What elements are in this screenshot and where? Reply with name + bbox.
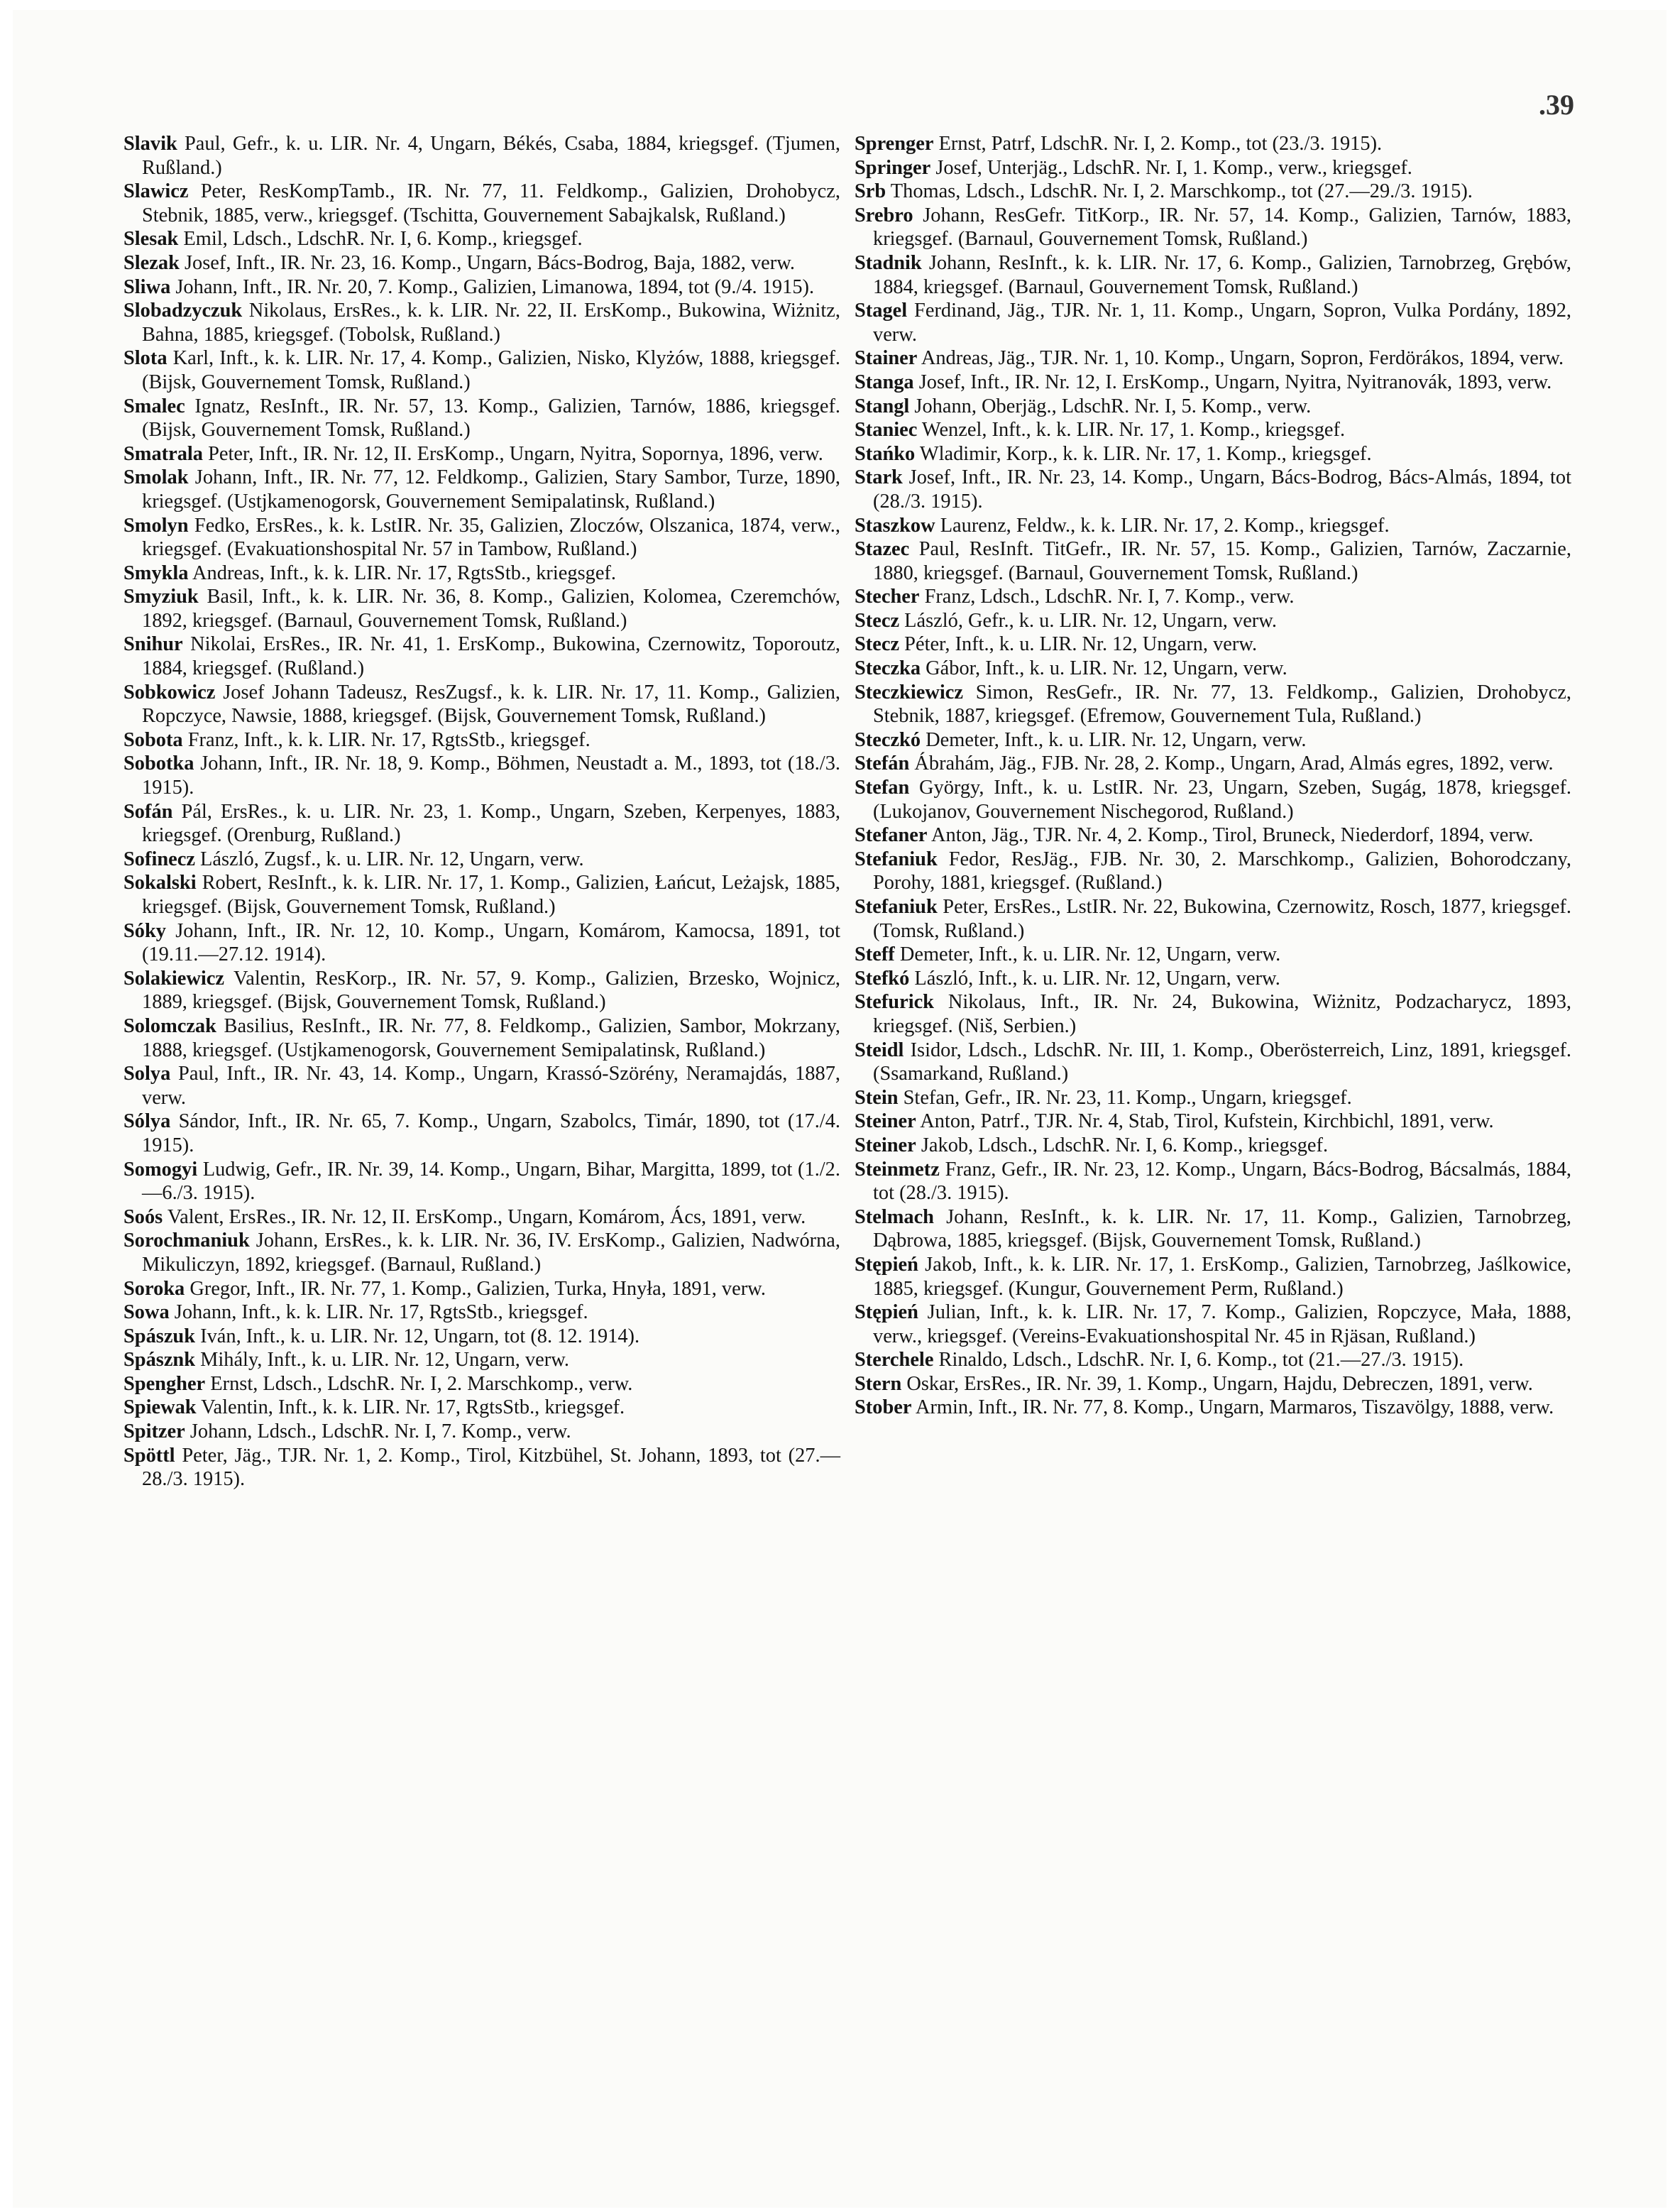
roster-entry: [123, 919, 840, 967]
roster-entry: [123, 251, 840, 275]
entry-surname: Stecz: [855, 609, 900, 632]
entry-details: Ludwig, Gefr., IR. Nr. 39, 14. Komp., Ungarn, Bihar, Margitta, 1899, tot (1./2.—6./3. 1915).: [142, 1158, 840, 1205]
entry-details: Johann, Oberjäg., LdschR. Nr. I, 5. Komp., verw.: [914, 395, 1312, 417]
roster-entry: [855, 1134, 1571, 1158]
roster-entry: [855, 371, 1571, 395]
roster-entry: [123, 633, 840, 680]
entry-surname: Stern: [855, 1372, 902, 1395]
entry-surname: Soroka: [123, 1277, 185, 1300]
left-column: [123, 132, 840, 1491]
roster-entry: [123, 442, 840, 466]
entry-details: Mihály, Inft., k. u. LIR. Nr. 12, Ungarn, verw.: [200, 1349, 569, 1371]
roster-entry: [855, 1086, 1571, 1110]
roster-entry: [123, 562, 840, 586]
roster-entry: [123, 299, 840, 346]
entry-details: Sándor, Inft., IR. Nr. 65, 7. Komp., Ungarn, Szabolcs, Timár, 1890, tot (17./4. 1915).: [142, 1110, 840, 1156]
entry-details: Johann, Ldsch., LdschR. Nr. I, 7. Komp., verw.: [190, 1420, 571, 1443]
entry-surname: Sofinecz: [123, 848, 195, 870]
roster-entry: [123, 1444, 840, 1491]
roster-entry: [855, 1372, 1571, 1396]
roster-entry: [123, 132, 840, 180]
roster-entry: [855, 1039, 1571, 1086]
entry-details: Johann, ErsRes., k. k. LIR. Nr. 36, IV. ErsKomp., Galizien, Nadwórna, Mikuliczyn, 1892, kriegsgef. (Barnaul, Rußland.): [142, 1230, 840, 1276]
entry-surname: Stefán: [855, 752, 910, 775]
entry-details: Andreas, Jäg., TJR. Nr. 1, 10. Komp., Ungarn, Sopron, Ferdörákos, 1894, verw.: [921, 347, 1564, 370]
roster-entry: [123, 1205, 840, 1230]
entry-details: Wladimir, Korp., k. k. LIR. Nr. 17, 1. Komp., kriegsgef.: [919, 442, 1372, 465]
entry-details: Johann, Inft., IR. Nr. 77, 12. Feldkomp., Galizien, Stary Sambor, Turze, 1890, kriegsgef. (Ustjkamenogorsk, Gouvernement Semipalatinsk, Rußland.): [142, 466, 840, 513]
roster-entry: [855, 204, 1571, 251]
entry-details: László, Inft., k. u. LIR. Nr. 12, Ungarn, verw.: [914, 967, 1280, 990]
entry-details: Anton, Patrf., TJR. Nr. 4, Stab, Tirol, Kufstein, Kirchbichl, 1891, verw.: [920, 1110, 1494, 1133]
entry-surname: Sokalski: [123, 872, 197, 894]
roster-entry: [855, 346, 1571, 371]
roster-entry: [123, 1420, 840, 1444]
entry-surname: Sofán: [123, 800, 173, 823]
roster-entry: [855, 537, 1571, 585]
right-column: [855, 132, 1571, 1420]
roster-entry: [123, 1062, 840, 1110]
entry-details: Robert, ResInft., k. k. LIR. Nr. 17, 1. Komp., Galizien, Łańcut, Leżajsk, 1885, kriegsgef. (Bijsk, Gouvernement Tomsk, Rußland.): [142, 872, 840, 918]
entry-surname: Smalec: [123, 395, 185, 417]
roster-entry: [855, 776, 1571, 823]
roster-entry: [123, 1372, 840, 1396]
entry-surname: Steczkiewicz: [855, 681, 963, 703]
roster-entry: [123, 1301, 840, 1325]
entry-details: Armin, Inft., IR. Nr. 77, 8. Komp., Ungarn, Marmaros, Tiszavölgy, 1888, verw.: [915, 1396, 1554, 1419]
entry-details: Josef, Unterjäg., LdschR. Nr. I, 1. Komp., verw., kriegsgef.: [935, 156, 1412, 179]
entry-details: Isidor, Ldsch., LdschR. Nr. III, 1. Komp., Oberösterreich, Linz, 1891, kriegsgef. (Ssamarkand, Rußland.): [873, 1039, 1571, 1085]
roster-entry: [855, 442, 1571, 466]
entry-surname: Staniec: [855, 419, 918, 442]
entry-details: Johann, Inft., k. k. LIR. Nr. 17, RgtsStb., kriegsgef.: [174, 1301, 588, 1324]
entry-surname: Spitzer: [123, 1420, 185, 1443]
entry-surname: Stefaniuk: [855, 848, 938, 870]
roster-entry: [123, 585, 840, 633]
entry-details: Emil, Ldsch., LdschR. Nr. I, 6. Komp., kriegsgef.: [183, 228, 583, 251]
roster-entry: [855, 681, 1571, 728]
entry-surname: Stangl: [855, 395, 910, 417]
entry-details: Josef, Inft., IR. Nr. 23, 14. Komp., Ungarn, Bács-Bodrog, Bács-Almás, 1894, tot (28./3. 1915).: [873, 466, 1571, 513]
entry-details: Valent, ErsRes., IR. Nr. 12, II. ErsKomp., Ungarn, Komárom, Ács, 1891, verw.: [167, 1205, 806, 1228]
entry-surname: Solya: [123, 1063, 171, 1085]
entry-details: Wenzel, Inft., k. k. LIR. Nr. 17, 1. Komp., kriegsgef.: [921, 419, 1346, 442]
roster-entry: [855, 1110, 1571, 1134]
entry-surname: Stein: [855, 1086, 899, 1109]
entry-surname: Stańko: [855, 442, 916, 465]
roster-entry: [855, 1348, 1571, 1372]
entry-details: Paul, ResInft. TitGefr., IR. Nr. 57, 15. Komp., Galizien, Tarnów, Zaczarnie, 1880, kriegsgef. (Barnaul, Gouvernement Tomsk, Rußland.): [873, 538, 1572, 584]
entry-details: Karl, Inft., k. k. LIR. Nr. 17, 4. Komp., Galizien, Nisko, Klyżów, 1888, kriegsgef. (Bijsk, Gouvernement Tomsk, Rußland.): [142, 347, 840, 393]
entry-surname: Staszkow: [855, 514, 935, 537]
entry-surname: Steczkó: [855, 728, 921, 751]
entry-surname: Sobkowicz: [123, 681, 216, 703]
roster-entry: [123, 395, 840, 442]
entry-surname: Srebro: [855, 204, 913, 226]
entry-surname: Somogyi: [123, 1158, 198, 1181]
entry-surname: Stępień: [855, 1253, 918, 1276]
entry-details: Ernst, Ldsch., LdschR. Nr. I, 2. Marschkomp., verw.: [210, 1372, 633, 1395]
roster-entry: [855, 514, 1571, 538]
roster-entry: [123, 967, 840, 1014]
entry-details: Stefan, Gefr., IR. Nr. 23, 11. Komp., Ungarn, kriegsgef.: [903, 1086, 1352, 1109]
roster-entry: [855, 657, 1571, 681]
entry-details: Johann, ResGefr. TitKorp., IR. Nr. 57, 14. Komp., Galizien, Tarnów, 1883, kriegsgef. (Barnaul, Gouvernement Tomsk, Rußland.): [873, 204, 1571, 251]
entry-details: Josef Johann Tadeusz, ResZugsf., k. k. LIR. Nr. 17, 11. Komp., Galizien, Ropczyce, Nawsie, 1888, kriegsgef. (Bijsk, Gouvernement Tomsk, Rußland.): [142, 681, 840, 728]
entry-details: Ernst, Patrf, LdschR. Nr. I, 2. Komp., tot (23./3. 1915).: [938, 133, 1383, 155]
entry-surname: Sobotka: [123, 752, 194, 775]
entry-details: Peter, Inft., IR. Nr. 12, II. ErsKomp., Ungarn, Nyitra, Sopornya, 1896, verw.: [208, 442, 823, 465]
page-number: .39: [1539, 89, 1574, 121]
roster-entry: [855, 395, 1571, 419]
entry-surname: Smyziuk: [123, 586, 199, 608]
entry-surname: Stagel: [855, 300, 908, 322]
entry-details: Johann, Inft., IR. Nr. 12, 10. Komp., Ungarn, Komárom, Kamocsa, 1891, tot (19.11.—27.12. 1914).: [142, 919, 840, 966]
roster-entry: [855, 156, 1571, 180]
entry-details: Johann, ResInft., k. k. LIR. Nr. 17, 11. Komp., Galizien, Tarnobrzeg, Dąbrowa, 1885, kriegsgef. (Bijsk, Gouvernement Tomsk, Rußland.): [873, 1205, 1571, 1252]
entry-surname: Slota: [123, 347, 168, 370]
roster-entry: [855, 752, 1571, 776]
roster-entry: [855, 895, 1571, 943]
entry-surname: Springer: [855, 156, 931, 179]
entry-details: Anton, Jäg., TJR. Nr. 4, 2. Komp., Tirol, Bruneck, Niederdorf, 1894, verw.: [931, 824, 1534, 847]
roster-entry: [123, 800, 840, 848]
entry-surname: Steidl: [855, 1039, 904, 1061]
roster-entry: [123, 681, 840, 728]
entry-surname: Soós: [123, 1205, 163, 1228]
roster-entry: [855, 418, 1571, 442]
entry-details: Jakob, Ldsch., LdschR. Nr. I, 6. Komp., kriegsgef.: [921, 1134, 1329, 1156]
entry-surname: Slesak: [123, 228, 179, 251]
entry-details: Oskar, ErsRes., IR. Nr. 39, 1. Komp., Ungarn, Hajdu, Debreczen, 1891, verw.: [906, 1372, 1533, 1395]
entry-surname: Stępień: [855, 1301, 918, 1324]
entry-details: Valentin, Inft., k. k. LIR. Nr. 17, RgtsStb., kriegsgef.: [201, 1396, 625, 1419]
entry-details: Demeter, Inft., k. u. LIR. Nr. 12, Ungarn, verw.: [926, 728, 1307, 751]
entry-surname: Slavik: [123, 133, 177, 155]
roster-entry: [123, 848, 840, 872]
entry-details: Gábor, Inft., k. u. LIR. Nr. 12, Ungarn, verw.: [926, 657, 1287, 680]
entry-details: Fedko, ErsRes., k. k. LstIR. Nr. 35, Galizien, Zloczów, Olszanica, 1874, verw., kriegsgef. (Evakuationshospital Nr. 57 in Tambow, Rußland.): [142, 514, 840, 561]
entry-details: Ábrahám, Jäg., FJB. Nr. 28, 2. Komp., Ungarn, Arad, Almás egres, 1892, verw.: [914, 752, 1554, 775]
entry-surname: Snihur: [123, 633, 183, 656]
entry-surname: Stadnik: [855, 251, 922, 274]
entry-surname: Steczka: [855, 657, 921, 680]
entry-surname: Stober: [855, 1396, 912, 1419]
roster-entry: [855, 180, 1571, 204]
entry-surname: Stainer: [855, 347, 918, 370]
entry-surname: Steiner: [855, 1110, 916, 1133]
entry-details: Johann, Inft., IR. Nr. 18, 9. Komp., Böhmen, Neustadt a. M., 1893, tot (18./3. 1915).: [142, 752, 840, 799]
roster-entry: [123, 227, 840, 251]
entry-surname: Sterchele: [855, 1349, 934, 1371]
entry-details: Julian, Inft., k. k. LIR. Nr. 17, 7. Komp., Galizien, Ropczyce, Mała, 1888, verw., kriegsgef. (Vereins-Evakuationshospital Nr. 45 in Rjäsan, Rußland.): [873, 1301, 1571, 1347]
entry-surname: Steiner: [855, 1134, 916, 1156]
entry-details: Andreas, Inft., k. k. LIR. Nr. 17, RgtsStb., kriegsgef.: [192, 562, 616, 584]
entry-details: Nikolaus, ErsRes., k. k. LIR. Nr. 22, II. ErsKomp., Bukowina, Wiżnitz, Bahna, 1885, kriegsgef. (Tobolsk, Rußland.): [142, 300, 840, 346]
entry-details: Demeter, Inft., k. u. LIR. Nr. 12, Ungarn, verw.: [899, 943, 1281, 966]
entry-surname: Sorochmaniuk: [123, 1230, 250, 1252]
entry-details: Basilius, ResInft., IR. Nr. 77, 8. Feldkomp., Galizien, Sambor, Mokrzany, 1888, kriegsgef. (Ustjkamenogorsk, Gouvernement Semipalatinsk, Rußland.): [142, 1014, 840, 1061]
roster-entry: [123, 871, 840, 919]
entry-details: Johann, ResInft., k. k. LIR. Nr. 17, 6. Komp., Galizien, Tarnobrzeg, Grębów, 1884, kriegsgef. (Barnaul, Gouvernement Tomsk, Rußland.): [873, 251, 1571, 298]
entry-surname: Stark: [855, 466, 903, 489]
entry-surname: Steff: [855, 943, 895, 966]
roster-entry: [123, 1396, 840, 1420]
entry-surname: Steinmetz: [855, 1158, 940, 1181]
entry-details: Peter, ResKompTamb., IR. Nr. 77, 11. Feldkomp., Galizien, Drohobycz, Stebnik, 1885, verw., kriegsgef. (Tschitta, Gouvernement Sabajkalsk, Rußland.): [142, 180, 840, 226]
roster-entry: [123, 752, 840, 799]
entry-surname: Spengher: [123, 1372, 206, 1395]
roster-entry: [123, 1277, 840, 1301]
entry-surname: Smatrala: [123, 442, 203, 465]
entry-surname: Stefaniuk: [855, 896, 938, 918]
entry-surname: Srb: [855, 180, 886, 203]
entry-details: Johann, Inft., IR. Nr. 20, 7. Komp., Galizien, Limanowa, 1894, tot (9./4. 1915).: [175, 275, 815, 298]
entry-details: Fedor, ResJäg., FJB. Nr. 30, 2. Marschkomp., Galizien, Bohorodczany, Porohy, 1881, kriegsgef. (Rußland.): [873, 848, 1571, 894]
entry-surname: Sliwa: [123, 275, 171, 298]
entry-details: Peter, ErsRes., LstIR. Nr. 22, Bukowina, Czernowitz, Rosch, 1877, kriegsgef. (Tomsk, Rußland.): [873, 896, 1571, 942]
entry-surname: Spöttl: [123, 1444, 175, 1467]
entry-surname: Sobota: [123, 728, 183, 751]
roster-entry: [123, 466, 840, 513]
entry-details: Franz, Gefr., IR. Nr. 23, 12. Komp., Ungarn, Bács-Bodrog, Bácsalmás, 1884, tot (28./3. 1915).: [873, 1158, 1571, 1205]
entry-details: Paul, Gefr., k. u. LIR. Nr. 4, Ungarn, Békés, Csaba, 1884, kriegsgef. (Tjumen, Rußland.): [142, 133, 840, 179]
entry-surname: Slawicz: [123, 180, 189, 203]
entry-surname: Spászuk: [123, 1325, 196, 1347]
entry-surname: Spiewak: [123, 1396, 197, 1419]
entry-surname: Spásznk: [123, 1349, 196, 1371]
entry-surname: Sólya: [123, 1110, 171, 1133]
entry-details: Josef, Inft., IR. Nr. 12, I. ErsKomp., Ungarn, Nyitra, Nyitranovák, 1893, verw.: [918, 371, 1552, 393]
entry-surname: Stefkó: [855, 967, 910, 990]
entry-surname: Stefaner: [855, 824, 928, 847]
roster-entry: [855, 251, 1571, 299]
roster-entry: [123, 1325, 840, 1349]
entry-surname: Smolak: [123, 466, 189, 489]
entry-details: Simon, ResGefr., IR. Nr. 77, 13. Feldkomp., Galizien, Drohobycz, Stebnik, 1887, kriegsgef. (Efremow, Gouvernement Tula, Rußland.): [873, 681, 1571, 728]
roster-entry: [855, 633, 1571, 657]
roster-entry: [855, 848, 1571, 895]
roster-entry: [123, 728, 840, 752]
entry-details: Ignatz, ResInft., IR. Nr. 57, 13. Komp., Galizien, Tarnów, 1886, kriegsgef. (Bijsk, Gouvernement Tomsk, Rußland.): [142, 395, 840, 442]
entry-surname: Sóky: [123, 919, 166, 942]
entry-details: Nikolaus, Inft., IR. Nr. 24, Bukowina, Wiżnitz, Podzacharycz, 1893, kriegsgef. (Niš, Serbien.): [873, 991, 1572, 1037]
entry-surname: Smykla: [123, 562, 189, 584]
entry-surname: Solomczak: [123, 1014, 216, 1037]
roster-entry: [855, 132, 1571, 156]
entry-details: Peter, Jäg., TJR. Nr. 1, 2. Komp., Tirol, Kitzbühel, St. Johann, 1893, tot (27.—28./3. 1915).: [142, 1444, 840, 1491]
entry-surname: Sowa: [123, 1301, 170, 1324]
entry-details: László, Zugsf., k. u. LIR. Nr. 12, Ungarn, verw.: [200, 848, 584, 870]
roster-entry: [855, 1205, 1571, 1253]
entry-surname: Solakiewicz: [123, 967, 224, 990]
roster-entry: [123, 1110, 840, 1157]
entry-details: Iván, Inft., k. u. LIR. Nr. 12, Ungarn, tot (8. 12. 1914).: [200, 1325, 640, 1347]
entry-surname: Stecher: [855, 586, 920, 608]
roster-entry: [123, 514, 840, 562]
entry-details: Rinaldo, Ldsch., LdschR. Nr. I, 6. Komp., tot (21.—27./3. 1915).: [938, 1349, 1464, 1371]
entry-details: Péter, Inft., k. u. LIR. Nr. 12, Ungarn, verw.: [904, 633, 1258, 656]
entry-surname: Slobadzyczuk: [123, 300, 243, 322]
roster-entry: [855, 299, 1571, 346]
roster-entry: [123, 1158, 840, 1205]
roster-entry: [855, 1158, 1571, 1205]
roster-entry: [855, 585, 1571, 609]
roster-entry: [855, 1301, 1571, 1348]
entry-surname: Sprenger: [855, 133, 934, 155]
roster-entry: [855, 1253, 1571, 1301]
entry-details: Nikolai, ErsRes., IR. Nr. 41, 1. ErsKomp., Bukowina, Czernowitz, Toporoutz, 1884, kriegsgef. (Rußland.): [142, 633, 840, 680]
roster-entry: [855, 943, 1571, 967]
entry-details: Thomas, Ldsch., LdschR. Nr. I, 2. Marschkomp., tot (27.—29./3. 1915).: [890, 180, 1473, 203]
entry-surname: Stelmach: [855, 1205, 934, 1228]
entry-details: Franz, Ldsch., LdschR. Nr. I, 7. Komp., verw.: [924, 586, 1295, 608]
roster-entry: [123, 346, 840, 394]
entry-details: Franz, Inft., k. k. LIR. Nr. 17, RgtsStb., kriegsgef.: [187, 728, 591, 751]
entry-details: Ferdinand, Jäg., TJR. Nr. 1, 11. Komp., Ungarn, Sopron, Vulka Pordány, 1892, verw.: [873, 300, 1571, 346]
roster-entry: [123, 275, 840, 300]
entry-details: Pál, ErsRes., k. u. LIR. Nr. 23, 1. Komp., Ungarn, Szeben, Kerpenyes, 1883, kriegsgef. (Orenburg, Rußland.): [142, 800, 840, 847]
entry-details: Gregor, Inft., IR. Nr. 77, 1. Komp., Galizien, Turka, Hnyła, 1891, verw.: [190, 1277, 766, 1300]
entry-details: Valentin, ResKorp., IR. Nr. 57, 9. Komp., Galizien, Brzesko, Wojnicz, 1889, kriegsgef. (Bijsk, Gouvernement Tomsk, Rußland.): [142, 967, 840, 1014]
entry-surname: Slezak: [123, 251, 180, 274]
entry-surname: Stefan: [855, 777, 910, 799]
entry-surname: Stanga: [855, 371, 914, 393]
roster-entry: [855, 1396, 1571, 1420]
entry-details: László, Gefr., k. u. LIR. Nr. 12, Ungarn, verw.: [904, 609, 1278, 632]
roster-entry: [123, 180, 840, 227]
entry-details: Paul, Inft., IR. Nr. 43, 14. Komp., Ungarn, Krassó-Szörény, Neramajdás, 1887, verw.: [142, 1063, 840, 1109]
roster-entry: [855, 466, 1571, 513]
document-page: [13, 10, 1666, 2208]
entry-surname: Stefurick: [855, 991, 934, 1014]
entry-details: György, Inft., k. u. LstIR. Nr. 23, Ungarn, Szeben, Sugág, 1878, kriegsgef. (Lukojanov, Gouvernement Nischegorod, Rußland.): [873, 777, 1571, 823]
roster-entry: [855, 728, 1571, 752]
entry-surname: Stecz: [855, 633, 900, 656]
entry-surname: Smolyn: [123, 514, 189, 537]
roster-entry: [855, 609, 1571, 633]
roster-entry: [123, 1348, 840, 1372]
entry-details: Basil, Inft., k. k. LIR. Nr. 36, 8. Komp., Galizien, Kolomea, Czeremchów, 1892, kriegsgef. (Barnaul, Gouvernement Tomsk, Rußland.): [142, 586, 840, 632]
entry-surname: Stazec: [855, 538, 910, 561]
entry-details: Josef, Inft., IR. Nr. 23, 16. Komp., Ungarn, Bács-Bodrog, Baja, 1882, verw.: [184, 251, 795, 274]
roster-entry: [123, 1229, 840, 1276]
roster-entry: [123, 1014, 840, 1062]
roster-entry: [855, 823, 1571, 848]
roster-entry: [855, 990, 1571, 1038]
entry-details: Laurenz, Feldw., k. k. LIR. Nr. 17, 2. Komp., kriegsgef.: [940, 514, 1390, 537]
roster-entry: [855, 967, 1571, 991]
entry-details: Jakob, Inft., k. k. LIR. Nr. 17, 1. ErsKomp., Galizien, Tarnobrzeg, Jaślkowice, 1885, kriegsgef. (Kungur, Gouvernement Perm, Rußland.): [873, 1253, 1571, 1300]
